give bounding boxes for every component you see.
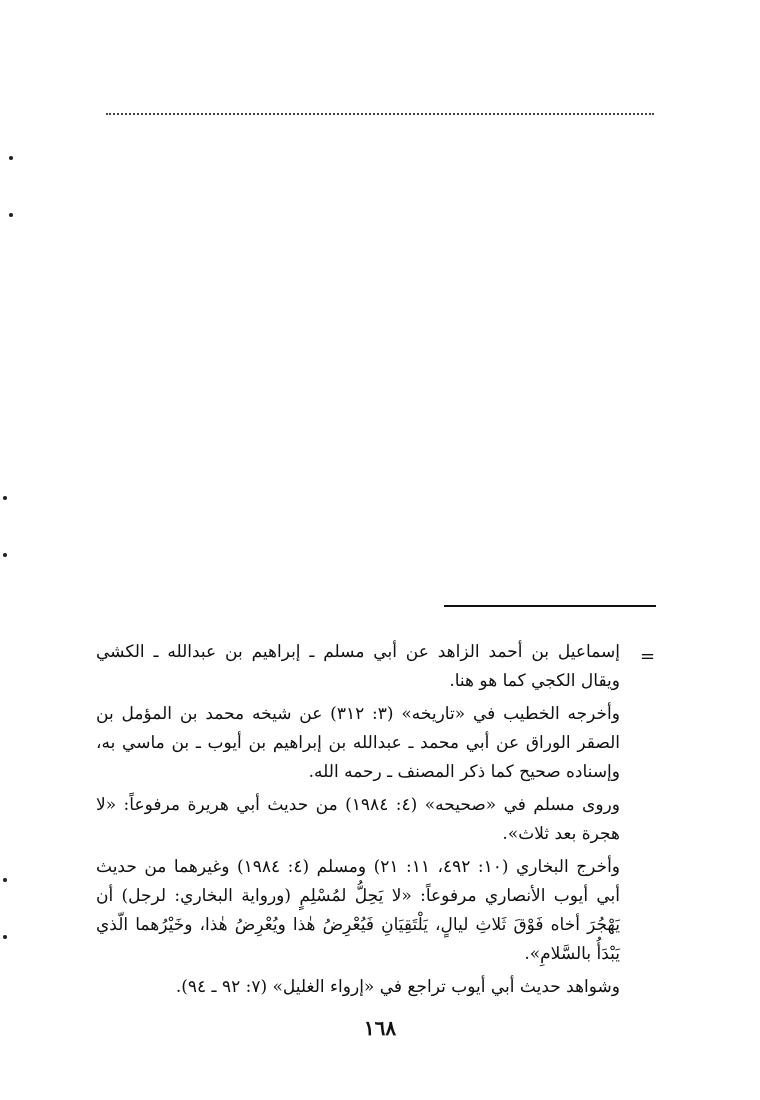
footnote-paragraph: إسماعيل بن أحمد الزاهد عن أبي مسلم ـ إبراهيم بن عبدالله ـ الكشي ويقال الكجي كما هو هنا. — [96, 642, 620, 691]
margin-mark — [3, 496, 7, 500]
footnote-paragraph: وروى مسلم في «صحيحه» (٤: ١٩٨٤) من حديث أبي هريرة مرفوعاً: «لا هجرة بعد ثلاث». — [96, 795, 620, 844]
margin-mark — [3, 935, 7, 939]
footnote-separator — [444, 605, 656, 607]
page-number: ١٦٨ — [363, 1016, 397, 1040]
footnote-paragraph: وشواهد حديث أبي أيوب تراجع في «إرواء الغليل» (٧: ٩٢ ـ ٩٤). — [175, 977, 620, 997]
top-dotted-rule — [106, 113, 654, 115]
margin-mark — [9, 213, 13, 217]
footnote-paragraph: وأخرج البخاري (١٠: ٤٩٢، ١١: ٢١) ومسلم (٤: ١٩٨٤) وغيرهما من حديث أبي أيوب الأنصاري مرفوعاً: «لا يَحِلُّ لمُسْلِمٍ (ورواية البخاري: لرجل) أن يَهْجُرَ أخاه فَوْقَ ثَلاثِ ليالٍ، يَلْتَقِيَانِ فَيُعْرِضُ هٰذا ويُعْرِضُ هٰذا، وخَيْرُهما الّذي يَبْدَأُ بالسَّلامِ». — [96, 857, 620, 964]
margin-mark — [3, 878, 7, 882]
footnote-paragraph: وأخرجه الخطيب في «تاريخه» (٣: ٣١٢) عن شيخه محمد بن المؤمل بن الصقر الوراق عن أبي محمد ـ عبدالله بن إبراهيم بن أيوب ـ بن ماسي به، وإسناده صحيح كما ذكر المصنف ـ رحمه الله. — [96, 704, 620, 782]
margin-mark — [3, 553, 7, 557]
footnote-block — [96, 638, 620, 1006]
continuation-mark: = — [640, 646, 656, 667]
margin-mark — [9, 156, 13, 160]
